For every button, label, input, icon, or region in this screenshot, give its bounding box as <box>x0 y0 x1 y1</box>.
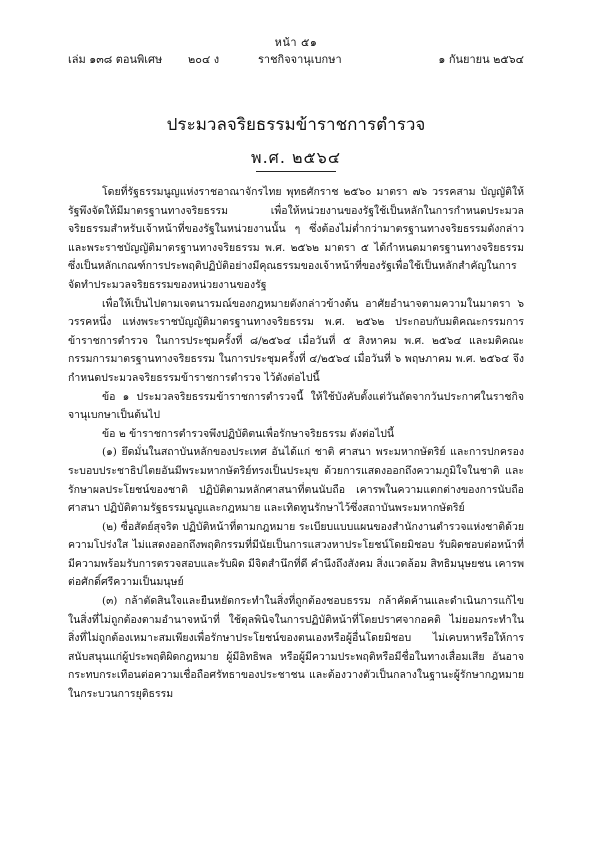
document-year: พ.ศ. ๒๕๖๔ <box>251 148 341 167</box>
gazette-name: ราชกิจจานุเบกษา <box>258 53 342 66</box>
document-title: ประมวลจริยธรรมข้าราชการตำรวจ <box>166 115 426 135</box>
issue-number: ๒๐๔ ง <box>188 53 220 66</box>
clause-2-item-2: (๒) ซื่อสัตย์สุจริต ปฏิบัติหน้าที่ตามกฎหมาย ระเบียบแบบแผนของสำนักงานตำรวจแห่งชาติด้วยความโปร่งใส ไม่แสดงออกถึงพฤติกรรมที่มีนัยเป็นการแสวงหาประโยชน์โดยมิชอบ รับผิดชอบต่อหน้าที่ มีความพร้อมรับการตรวจสอบและรับผิด มีจิตสำนึกที่ดี คำนึงถึงสังคม สิ่งแวดล้อม สิทธิมนุษยชน เคารพต่อศักดิ์ศรีความเป็นมนุษย์ <box>68 520 524 589</box>
clause-2-item-1: (๑) ยึดมั่นในสถาบันหลักของประเทศ อันได้แก่ ชาติ ศาสนา พระมหากษัตริย์ และการปกครองระบอบประชาธิปไตยอันมีพระมหากษัตริย์ทรงเป็นประมุข ด้วยการแสดงออกถึงความภูมิใจในชาติ และรักษาผลประโยชน์ของชาติ ปฏิบัติตามหลักศาสนาที่ตนนับถือ เคารพในความแตกต่างของการนับถือศาสนา ปฏิบัติตามรัฐธรรมนูญและกฎหมาย และเทิดทูนรักษาไว้ซึ่งสถาบันพระมหากษัตริย์ <box>68 446 524 515</box>
page-number: หน้า ๕๑ <box>274 36 318 49</box>
clause-1: ข้อ ๑ ประมวลจริยธรรมข้าราชการตำรวจนี้ ให้ใช้บังคับตั้งแต่วันถัดจากวันประกาศในราชกิจจานุเบกษาเป็นต้นไป <box>68 390 524 422</box>
document-body <box>68 183 524 704</box>
gazette-header <box>68 50 524 66</box>
authority-paragraph: เพื่อให้เป็นไปตามเจตนารมณ์ของกฎหมายดังกล่าวข้างต้น อาศัยอำนาจตามความในมาตรา ๖ วรรคหนึ่ง แห่งพระราชบัญญัติมาตรฐานทางจริยธรรม พ.ศ. ๒๕๖๒ ประกอบกับมติคณะกรรมการข้าราชการตำรวจ ในการประชุมครั้งที่ ๘/๒๕๖๔ เมื่อวันที่ ๕ สิงหาคม พ.ศ. ๒๕๖๔ และมติคณะกรรมการมาตรฐานทางจริยธรรม ในการประชุมครั้งที่ ๔/๒๕๖๔ เมื่อวันที่ ๖ พฤษภาคม พ.ศ. ๒๕๖๔ จึงกำหนดประมวลจริยธรรมข้าราชการตำรวจ ไว้ดังต่อไปนี้ <box>68 297 524 384</box>
preamble-paragraph: โดยที่รัฐธรรมนูญแห่งราชอาณาจักรไทย พุทธศักราช ๒๕๖๐ มาตรา ๗๖ วรรคสาม บัญญัติให้รัฐพึงจัดให้มีมาตรฐานทางจริยธรรม เพื่อให้หน่วยงานของรัฐใช้เป็นหลักในการกำหนดประมวลจริยธรรมสำหรับเจ้าหน้าที่ของรัฐในหน่วยงานนั้น ๆ ซึ่งต้องไม่ต่ำกว่ามาตรฐานทางจริยธรรมดังกล่าว และพระราชบัญญัติมาตรฐานทางจริยธรรม พ.ศ. ๒๕๖๒ มาตรา ๕ ได้กำหนดมาตรฐานทางจริยธรรมซึ่งเป็นหลักเกณฑ์การประพฤติปฏิบัติอย่างมีคุณธรรมของเจ้าหน้าที่ของรัฐเพื่อใช้เป็นหลักสำคัญในการจัดทำประมวลจริยธรรมของหน่วยงานของรัฐ <box>68 186 524 291</box>
volume-issue: เล่ม ๑๓๘ ตอนพิเศษ <box>68 53 163 66</box>
clause-2: ข้อ ๒ ข้าราชการตำรวจพึงปฏิบัติตนเพื่อรักษาจริยธรรม ดังต่อไปนี้ <box>102 427 395 440</box>
title-divider <box>256 171 336 172</box>
clause-2-item-3: (๓) กล้าตัดสินใจและยืนหยัดกระทำในสิ่งที่ถูกต้องชอบธรรม กล้าคัดค้านและดำเนินการแก้ไขในสิ่งที่ไม่ถูกต้องตามอำนาจหน้าที่ ใช้ดุลพินิจในการปฏิบัติหน้าที่โดยปราศจากอคติ ไม่ยอมกระทำในสิ่งที่ไม่ถูกต้องเหมาะสมเพียงเพื่อรักษาประโยชน์ของตนเองหรือผู้อื่นโดยมิชอบ ไม่เคบหาหรือให้การสนับสนุนแก่ผู้ประพฤติผิดกฎหมาย ผู้มีอิทธิพล หรือผู้มีความประพฤติหรือมีชื่อในทางเสื่อมเสีย อันอาจกระทบกระเทือนต่อความเชื่อถือศรัทธาของประชาชน และต้องวางตัวเป็นกลางในฐานะผู้รักษากฎหมายในกระบวนการยุติธรรม <box>68 595 524 701</box>
publication-date: ๑ กันยายน ๒๕๖๔ <box>438 53 524 66</box>
